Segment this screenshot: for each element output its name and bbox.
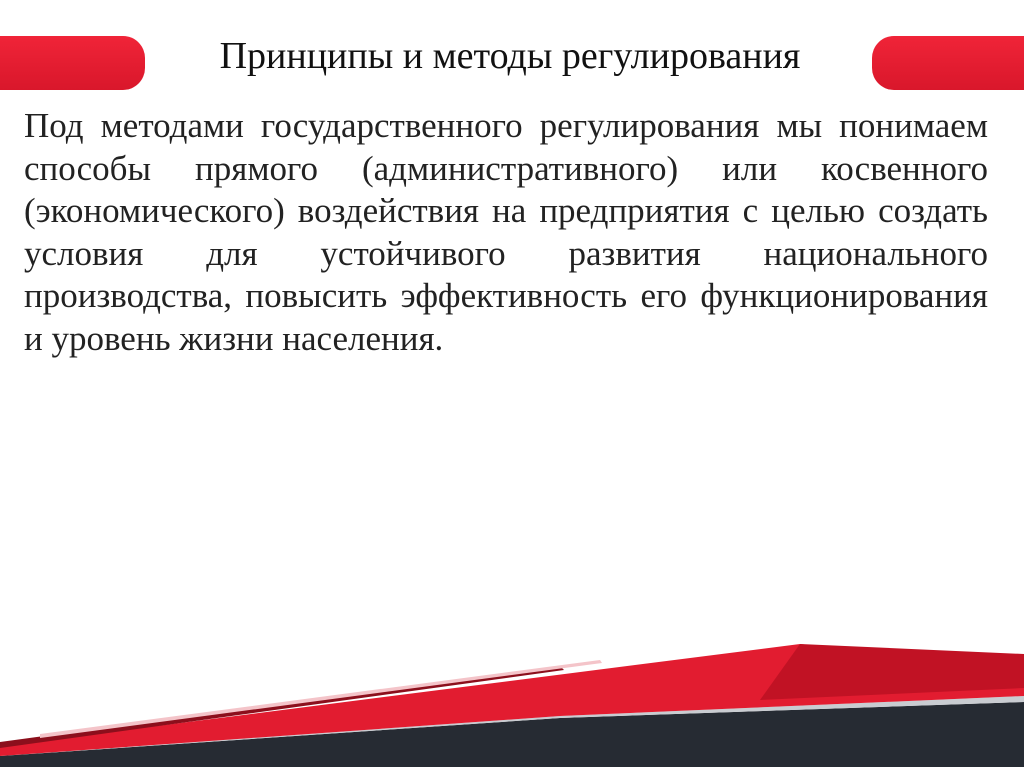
body-paragraph: Под методами государственного регулирования мы понимаем способы прямого (административного) или косвенного (экономического) воздействия на предприятия с целью создать условия для устойчивого развития национального производства, повысить эффективность его функционирования и уровень жизни населения. xyxy=(24,106,988,358)
decorative-footer-shapes xyxy=(0,630,1024,767)
title-accent-bar-right xyxy=(872,36,1024,90)
slide-title: Принципы и методы регулирования xyxy=(219,35,801,77)
title-accent-bar-left xyxy=(0,36,145,90)
